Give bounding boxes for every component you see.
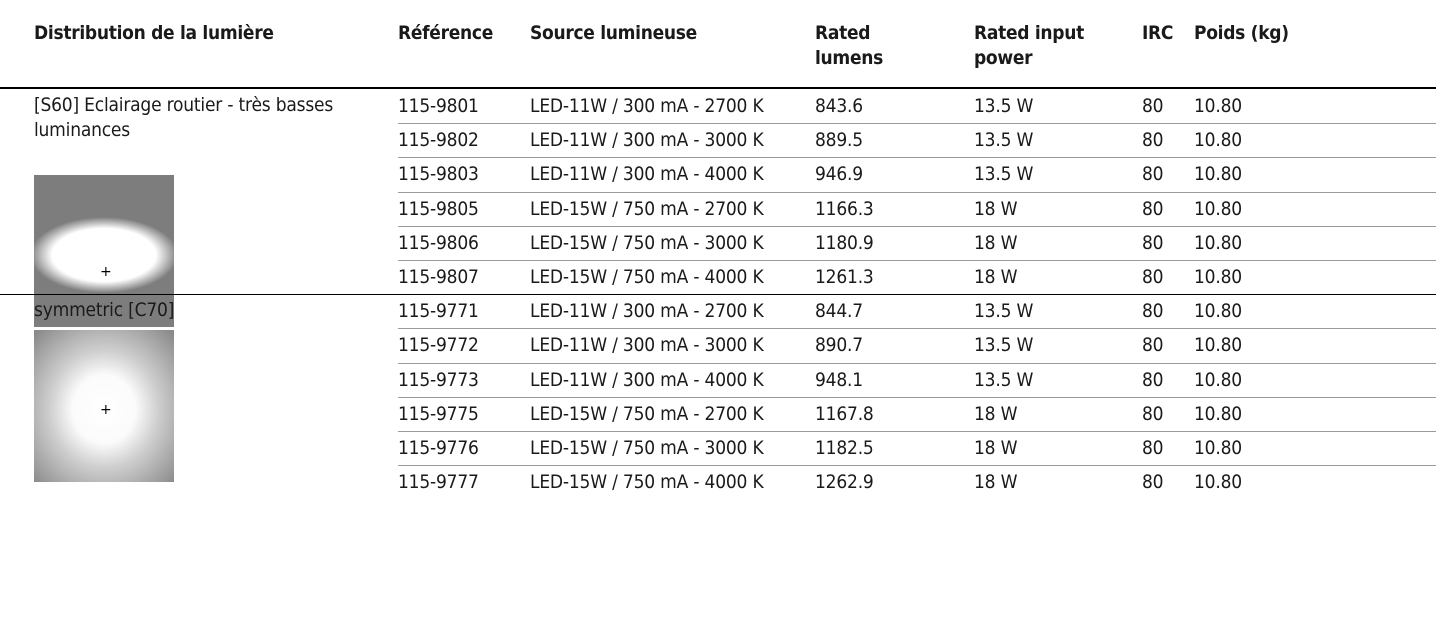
cell-rated-lumens: 1166.3 <box>815 197 874 220</box>
header-irc: IRC <box>1142 22 1174 44</box>
cell-rated-input-power: 18 W <box>974 402 1018 425</box>
distribution-label: [S60] Eclairage routier - très basses luminances <box>34 94 334 141</box>
cell-irc: 80 <box>1142 129 1164 152</box>
cell-irc: 80 <box>1142 266 1164 288</box>
cell-reference: 115-9776 <box>398 437 479 459</box>
cell-reference: 115-9772 <box>398 334 479 357</box>
table-row <box>398 465 1436 499</box>
table-row <box>398 157 1436 191</box>
header-rated-input-power: Rated input power <box>974 22 1084 69</box>
table-row <box>398 192 1436 226</box>
cell-rated-input-power: 13.5 W <box>974 300 1034 323</box>
cell-rated-input-power: 18 W <box>974 197 1018 220</box>
header-poids: Poids (kg) <box>1194 22 1289 44</box>
table-header <box>0 21 1436 89</box>
header-rated-lumens: Rated lumens <box>815 22 883 69</box>
cell-source: LED-11W / 300 mA - 2700 K <box>530 95 764 117</box>
table-row <box>398 123 1436 157</box>
cell-rated-lumens: 1180.9 <box>815 231 874 254</box>
cell-poids: 10.80 <box>1194 266 1242 288</box>
cell-source: LED-15W / 750 mA - 3000 K <box>530 231 764 254</box>
table-row <box>398 260 1436 294</box>
cell-source: LED-15W / 750 mA - 3000 K <box>530 437 764 459</box>
cell-source: LED-11W / 300 mA - 4000 K <box>530 368 764 391</box>
cell-poids: 10.80 <box>1194 95 1242 117</box>
cell-reference: 115-9777 <box>398 471 479 494</box>
cell-reference: 115-9805 <box>398 197 479 220</box>
cell-poids: 10.80 <box>1194 300 1242 323</box>
cell-reference: 115-9773 <box>398 368 479 391</box>
cell-irc: 80 <box>1142 231 1164 254</box>
cell-reference: 115-9775 <box>398 402 479 425</box>
cell-irc: 80 <box>1142 300 1164 323</box>
cell-rated-input-power: 18 W <box>974 471 1018 494</box>
cell-reference: 115-9801 <box>398 95 479 117</box>
cell-reference: 115-9807 <box>398 266 479 288</box>
cell-poids: 10.80 <box>1194 402 1242 425</box>
svg-text:+: + <box>100 264 112 280</box>
cell-rated-lumens: 1167.8 <box>815 402 874 425</box>
table-row <box>398 397 1436 431</box>
cell-poids: 10.80 <box>1194 197 1242 220</box>
cell-rated-lumens: 843.6 <box>815 95 863 117</box>
cell-poids: 10.80 <box>1194 163 1242 186</box>
cell-rated-lumens: 946.9 <box>815 163 863 186</box>
cell-irc: 80 <box>1142 197 1164 220</box>
cell-rated-lumens: 889.5 <box>815 129 863 152</box>
svg-text:+: + <box>100 402 112 419</box>
header-distribution: Distribution de la lumière <box>34 22 274 44</box>
cell-source: LED-15W / 750 mA - 2700 K <box>530 197 764 220</box>
cell-rated-lumens: 1262.9 <box>815 471 874 494</box>
header-reference: Référence <box>398 22 494 44</box>
cell-source: LED-11W / 300 mA - 4000 K <box>530 163 764 186</box>
cell-reference: 115-9803 <box>398 163 479 186</box>
cell-rated-input-power: 18 W <box>974 231 1018 254</box>
cell-rated-input-power: 13.5 W <box>974 163 1034 186</box>
cell-rated-input-power: 18 W <box>974 266 1018 288</box>
cell-rated-lumens: 948.1 <box>815 368 863 391</box>
cell-irc: 80 <box>1142 402 1164 425</box>
table-row <box>398 89 1436 123</box>
cell-source: LED-15W / 750 mA - 2700 K <box>530 402 764 425</box>
cell-source: LED-11W / 300 mA - 3000 K <box>530 129 764 152</box>
cell-poids: 10.80 <box>1194 368 1242 391</box>
cell-source: LED-11W / 300 mA - 2700 K <box>530 300 764 323</box>
distribution-label: symmetric [C70] <box>34 299 175 322</box>
cell-rated-lumens: 1182.5 <box>815 437 874 459</box>
header-source: Source lumineuse <box>530 22 697 44</box>
cell-irc: 80 <box>1142 368 1164 391</box>
cell-source: LED-11W / 300 mA - 3000 K <box>530 334 764 357</box>
cell-rated-input-power: 13.5 W <box>974 334 1034 357</box>
cell-poids: 10.80 <box>1194 334 1242 357</box>
table-row <box>398 328 1436 362</box>
table-row <box>398 294 1436 328</box>
cell-irc: 80 <box>1142 471 1164 494</box>
cell-rated-lumens: 1261.3 <box>815 266 874 288</box>
cell-poids: 10.80 <box>1194 437 1242 459</box>
cell-reference: 115-9802 <box>398 129 479 152</box>
table-row <box>398 431 1436 465</box>
cell-irc: 80 <box>1142 163 1164 186</box>
cell-rated-input-power: 13.5 W <box>974 95 1034 117</box>
cell-poids: 10.80 <box>1194 129 1242 152</box>
cell-reference: 115-9771 <box>398 300 479 323</box>
cell-rated-input-power: 13.5 W <box>974 368 1034 391</box>
cell-rated-lumens: 844.7 <box>815 300 863 323</box>
cell-rated-input-power: 13.5 W <box>974 129 1034 152</box>
table-row <box>398 226 1436 260</box>
cell-poids: 10.80 <box>1194 471 1242 494</box>
cell-source: LED-15W / 750 mA - 4000 K <box>530 266 764 288</box>
cell-source: LED-15W / 750 mA - 4000 K <box>530 471 764 494</box>
cell-rated-input-power: 18 W <box>974 437 1018 459</box>
clipped-heading <box>0 0 1436 10</box>
cell-irc: 80 <box>1142 334 1164 357</box>
circular-light-distribution-image <box>34 330 174 482</box>
cell-rated-lumens: 890.7 <box>815 334 863 357</box>
cell-irc: 80 <box>1142 95 1164 117</box>
cell-reference: 115-9806 <box>398 231 479 254</box>
table-row <box>398 363 1436 397</box>
cell-poids: 10.80 <box>1194 231 1242 254</box>
cell-irc: 80 <box>1142 437 1164 459</box>
